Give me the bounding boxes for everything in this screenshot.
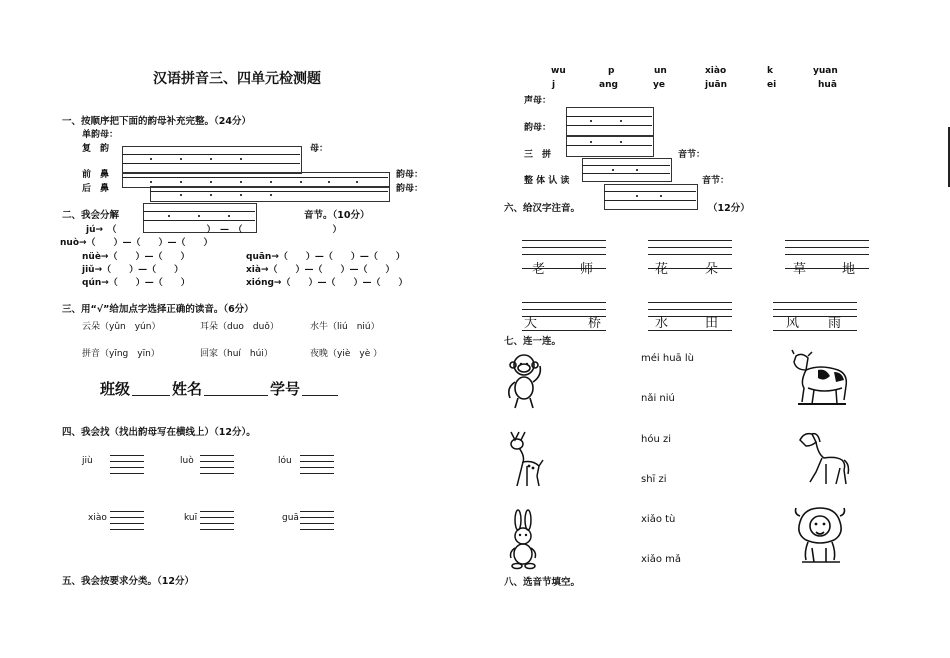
answer-line[interactable]: [200, 529, 234, 530]
grid-dot: [636, 169, 638, 171]
s1-row-label: 韵母：: [396, 170, 424, 180]
answer-line[interactable]: [110, 511, 144, 512]
monkey-icon[interactable]: [502, 352, 546, 410]
hanzi: 雨: [828, 316, 842, 331]
pinyin-option: k: [767, 66, 773, 76]
yunmu-label: 韵母：: [524, 123, 552, 133]
syllable-label: lóu: [278, 456, 292, 466]
pinyin-line[interactable]: [785, 254, 869, 255]
section-3-heading: 三、用“√”给加点字选择正确的读音。（6分）: [62, 304, 254, 315]
match-pinyin[interactable]: xiǎo tù: [641, 514, 676, 525]
s2-row: nuò→（ ）—（ ）—（ ）: [60, 238, 213, 248]
pinyin-line[interactable]: [522, 309, 606, 310]
syllable-label: jiù: [82, 456, 93, 466]
answer-line[interactable]: [200, 473, 234, 474]
reading-choice[interactable]: 耳朵（duo duǒ）: [200, 322, 279, 332]
answer-line[interactable]: [200, 523, 234, 524]
syllable-label: luò: [180, 456, 194, 466]
s2-row: qún→（ ）—（ ）: [82, 278, 190, 288]
answer-line[interactable]: [110, 467, 144, 468]
pinyin-option: p: [608, 66, 615, 76]
hanzi: 草: [793, 262, 807, 277]
grid-dot: [356, 181, 358, 183]
s2-row: jiǔ→（ ）—（ ）: [82, 265, 184, 275]
s2-row: nüè→（ ）—（ ）: [82, 252, 190, 262]
student-id-label: 学号: [270, 380, 301, 398]
answer-line[interactable]: [110, 461, 144, 462]
pinyin-option: wu: [551, 66, 566, 76]
pinyin-option: un: [654, 66, 667, 76]
match-pinyin[interactable]: méi huā lù: [641, 353, 694, 364]
grid-line: [143, 220, 255, 221]
writing-grid[interactable]: [122, 146, 302, 174]
answer-line[interactable]: [110, 455, 144, 456]
grid-dot: [270, 194, 272, 196]
pinyin-line[interactable]: [773, 309, 857, 310]
grid-dot: [328, 181, 330, 183]
pinyin-option: xiào: [705, 66, 727, 76]
pinyin-line[interactable]: [773, 302, 857, 303]
name-label: 姓名: [172, 380, 203, 398]
s1-row-label: 单韵母：: [82, 130, 119, 140]
match-pinyin[interactable]: hóu zi: [641, 434, 671, 445]
answer-line[interactable]: [300, 461, 334, 462]
answer-line[interactable]: [110, 523, 144, 524]
grid-line: [150, 191, 388, 192]
grid-dot: [240, 158, 242, 160]
match-pinyin[interactable]: xiǎo mǎ: [641, 554, 681, 565]
hanzi: 朵: [705, 262, 719, 277]
answer-line[interactable]: [110, 529, 144, 530]
pinyin-line[interactable]: [522, 302, 606, 303]
answer-line[interactable]: [200, 517, 234, 518]
answer-line[interactable]: [300, 473, 334, 474]
pinyin-line[interactable]: [522, 247, 606, 248]
grid-dot: [198, 215, 200, 217]
syllable-label: kuī: [184, 513, 198, 523]
syllable-label: guā: [282, 513, 299, 523]
answer-line[interactable]: [300, 529, 334, 530]
answer-line[interactable]: [300, 455, 334, 456]
pinyin-option: huā: [818, 80, 837, 90]
hanzi: 水: [655, 316, 669, 331]
pinyin-line[interactable]: [785, 247, 869, 248]
pinyin-line[interactable]: [785, 240, 869, 241]
grid-dot: [150, 181, 152, 183]
hanzi: 地: [842, 262, 856, 277]
grid-dot: [240, 194, 242, 196]
reading-choice[interactable]: 拼音（yīng yīn）: [82, 349, 160, 359]
grid-line: [604, 191, 696, 192]
reading-choice[interactable]: 云朵（yǔn yún）: [82, 322, 161, 332]
zhengti-label-tail: 音节：: [702, 176, 730, 186]
horse-icon[interactable]: [794, 428, 850, 490]
s1-row-label: 母：: [310, 144, 329, 154]
pinyin-option: yuan: [813, 66, 838, 76]
name-field[interactable]: [204, 395, 268, 396]
sanpin-label: 三 拼: [524, 150, 552, 160]
grid-dot: [636, 195, 638, 197]
pinyin-option: ye: [653, 80, 665, 90]
page-title: 汉语拼音三、四单元检测题: [153, 71, 321, 87]
pinyin-option: juān: [705, 80, 727, 90]
section-2-heading-tail: 音节。（10分）: [304, 210, 370, 221]
section-4-heading: 四、我会找（找出韵母写在横线上）（12分）。: [62, 427, 256, 438]
pinyin-option: j: [552, 80, 556, 90]
cow-icon[interactable]: [790, 348, 852, 408]
pinyin-line[interactable]: [648, 247, 732, 248]
answer-line[interactable]: [110, 473, 144, 474]
s1-row-label: 复 韵: [82, 144, 110, 154]
grid-dot: [240, 181, 242, 183]
grid-line: [566, 116, 652, 117]
pinyin-line[interactable]: [522, 254, 606, 255]
pinyin-line[interactable]: [648, 240, 732, 241]
zhengti-label: 整 体 认 读: [524, 176, 570, 186]
answer-line[interactable]: [200, 511, 234, 512]
answer-line[interactable]: [300, 467, 334, 468]
s2-row: xióng→（ ）—（ ）—（ ）: [246, 278, 408, 288]
hanzi: 风: [786, 316, 800, 331]
grid-line: [143, 211, 255, 212]
grid-dot: [270, 181, 272, 183]
grid-dot: [228, 215, 230, 217]
grid-dot: [210, 158, 212, 160]
pinyin-line[interactable]: [648, 309, 732, 310]
grid-dot: [210, 194, 212, 196]
match-pinyin[interactable]: nǎi niú: [641, 393, 675, 404]
reading-choice[interactable]: 水牛（liú niú）: [310, 322, 380, 332]
section-8-heading: 八、选音节填空。: [504, 577, 581, 588]
grid-line: [566, 125, 652, 126]
section-6-score: （12分）: [708, 203, 750, 214]
grid-dot: [180, 158, 182, 160]
answer-line[interactable]: [110, 517, 144, 518]
writing-grid[interactable]: [566, 135, 654, 157]
grid-dot: [168, 215, 170, 217]
pinyin-line[interactable]: [648, 302, 732, 303]
grid-dot: [180, 194, 182, 196]
grid-dot: [150, 158, 152, 160]
answer-line[interactable]: [200, 455, 234, 456]
shengmu-label: 声母：: [524, 96, 552, 106]
section-1-heading: 一、按顺序把下面的韵母补充完整。（24分）: [62, 116, 251, 127]
s2-row: quān→（ ）—（ ）—（ ）: [246, 252, 405, 262]
section-7-heading: 七、连一连。: [504, 336, 562, 347]
grid-dot: [590, 141, 592, 143]
grid-dot: [590, 120, 592, 122]
writing-grid[interactable]: [604, 184, 698, 210]
grid-dot: [620, 141, 622, 143]
grid-line: [582, 165, 670, 166]
hanzi: 老: [532, 262, 546, 277]
answer-line[interactable]: [200, 461, 234, 462]
writing-grid[interactable]: [566, 107, 654, 137]
grid-line: [604, 200, 696, 201]
grid-line: [122, 177, 388, 178]
pinyin-option: ei: [767, 80, 777, 90]
grid-dot: [210, 181, 212, 183]
s1-row-label: 后 鼻: [82, 184, 110, 194]
grid-line: [122, 163, 300, 164]
rabbit-icon[interactable]: [505, 508, 543, 570]
syllable-label: xiào: [88, 513, 107, 523]
hanzi: 田: [705, 316, 719, 331]
section-5-heading: 五、我会按要求分类。（12分）: [62, 576, 194, 587]
class-field[interactable]: [132, 395, 170, 396]
grid-dot: [180, 181, 182, 183]
reading-choice[interactable]: 夜晚（yiè yè ）: [310, 349, 383, 359]
answer-line[interactable]: [200, 467, 234, 468]
answer-line[interactable]: [300, 523, 334, 524]
hanzi: 师: [580, 262, 594, 277]
pinyin-line[interactable]: [522, 240, 606, 241]
match-pinyin[interactable]: shī zi: [641, 474, 667, 485]
writing-grid[interactable]: [582, 158, 672, 182]
student-id-field[interactable]: [302, 395, 338, 396]
deer-icon[interactable]: [503, 428, 545, 490]
grid-dot: [620, 120, 622, 122]
sanpin-label-tail: 音节：: [678, 150, 706, 160]
s1-row-label: 前 鼻: [82, 170, 110, 180]
s2-row: xià→（ ）—（ ）—（ ）: [246, 265, 395, 275]
hanzi: 花: [655, 262, 669, 277]
hanzi: 桥: [588, 316, 602, 331]
answer-line[interactable]: [300, 517, 334, 518]
reading-choice[interactable]: 回家（huí húi）: [200, 349, 273, 359]
section-6-heading: 六、给汉字注音。: [504, 203, 581, 214]
grid-dot: [300, 181, 302, 183]
section-2-heading: 二、我会分解: [62, 210, 120, 221]
answer-line[interactable]: [300, 511, 334, 512]
grid-line: [122, 154, 300, 155]
s1-row-label: 韵母：: [396, 184, 424, 194]
lion-icon[interactable]: [792, 504, 848, 566]
grid-line: [566, 145, 652, 146]
grid-dot: [660, 195, 662, 197]
class-label: 班级: [100, 380, 131, 398]
pinyin-option: ang: [599, 80, 618, 90]
s2-row: jú→ （ ） — （ ）: [86, 225, 342, 235]
grid-line: [582, 173, 670, 174]
hanzi: 大: [524, 316, 538, 331]
pinyin-line[interactable]: [648, 254, 732, 255]
grid-dot: [612, 169, 614, 171]
